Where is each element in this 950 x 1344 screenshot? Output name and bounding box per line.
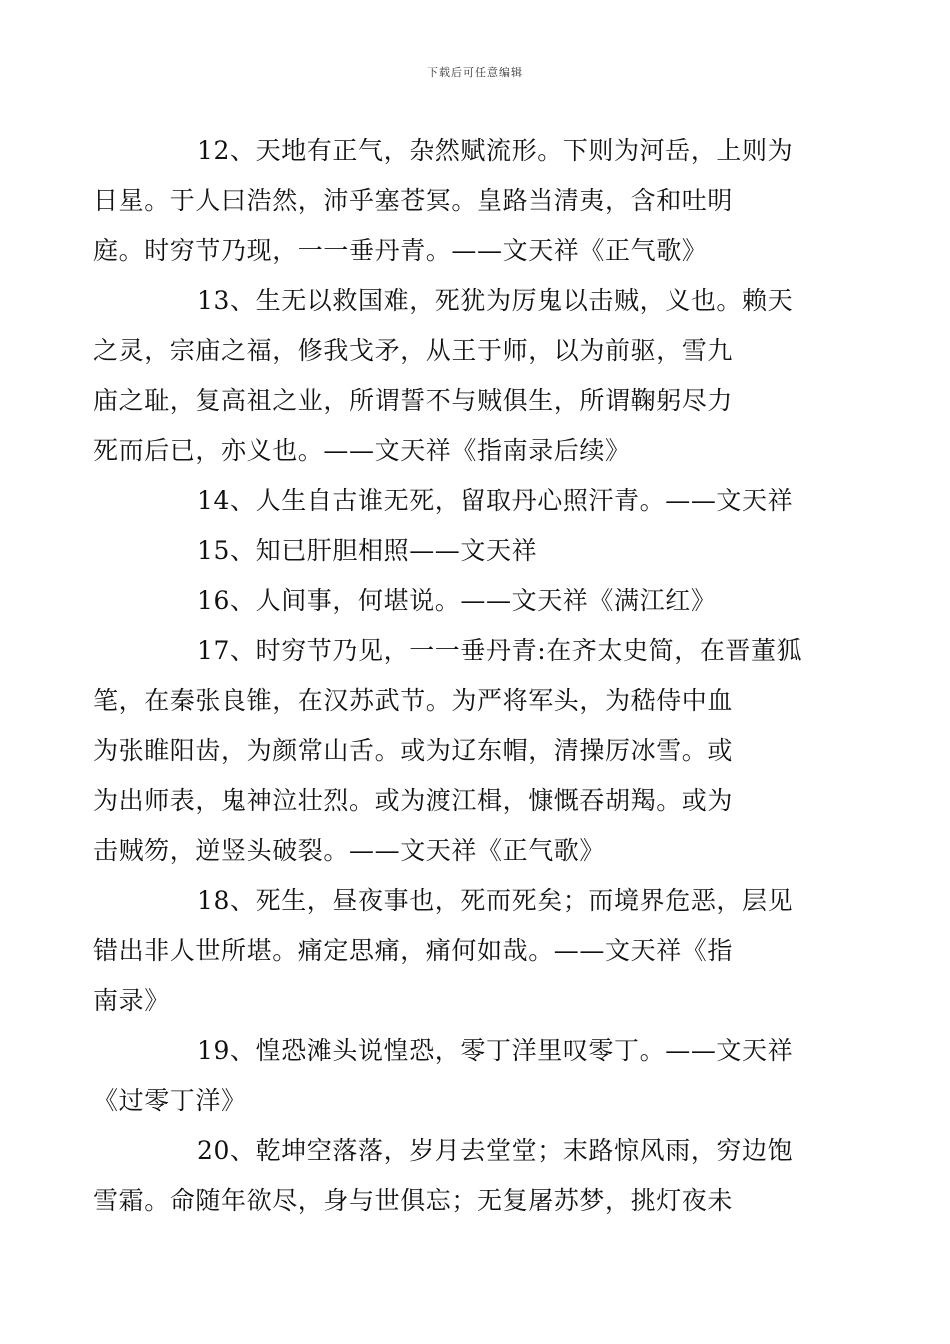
text-line: 击贼笏，逆竖头破裂。——文天祥《正气歌》 (93, 836, 606, 865)
text-line: 13、生无以救国难，死犹为厉鬼以击贼，义也。赖天 (197, 286, 794, 315)
page-header: 下载后可任意编辑 (427, 66, 523, 79)
text-line: 雪霜。命随年欲尽，身与世俱忘；无复屠苏梦，挑灯夜未 (93, 1186, 734, 1215)
text-line: 12、天地有正气，杂然赋流形。下则为河岳，上则为 (197, 136, 794, 165)
document-body (93, 126, 807, 1226)
text-line: 死而后已，亦义也。——文天祥《指南录后续》 (93, 436, 631, 465)
text-line: 日星。于人曰浩然，沛乎塞苍冥。皇路当清夷，含和吐明 (93, 186, 734, 215)
text-line: 16、人间事，何堪说。——文天祥《满江红》 (197, 586, 717, 615)
text-line: 庭。时穷节乃现，一一垂丹青。——文天祥《正气歌》 (93, 236, 708, 265)
quote-paragraph-20 (93, 1126, 807, 1226)
text-line: 笔，在秦张良锥，在汉苏武节。为严将军头，为嵇侍中血 (93, 686, 734, 715)
quote-paragraph-12 (93, 126, 807, 276)
text-line: 为出师表，鬼神泣壮烈。或为渡江楫，慷慨吞胡羯。或为 (93, 786, 734, 815)
text-line: 南录》 (93, 986, 170, 1015)
quote-paragraph-17 (93, 626, 807, 876)
text-line: 18、死生，昼夜事也，死而死矣；而境界危恶，层见 (197, 886, 794, 915)
text-line: 20、乾坤空落落，岁月去堂堂；末路惊风雨，穷边饱 (197, 1136, 794, 1165)
quote-paragraph-16 (145, 576, 807, 626)
quote-paragraph-19 (93, 1026, 807, 1126)
text-line: 为张睢阳齿，为颜常山舌。或为辽东帽，清操厉冰雪。或 (93, 736, 734, 765)
text-line: 之灵，宗庙之福，修我戈矛，从王于师，以为前驱，雪九 (93, 336, 734, 365)
text-line: 错出非人世所堪。痛定思痛，痛何如哉。——文天祥《指 (93, 936, 734, 965)
text-line: 19、惶恐滩头说惶恐，零丁洋里叹零丁。——文天祥 (197, 1036, 794, 1065)
quote-paragraph-18 (93, 876, 807, 1026)
text-line: 《过零丁洋》 (93, 1086, 247, 1115)
quote-paragraph-13 (93, 276, 807, 476)
text-line: 17、时穷节乃见，一一垂丹青:在齐太史简，在晋董狐 (197, 636, 803, 665)
text-line: 14、人生自古谁无死，留取丹心照汗青。——文天祥 (197, 486, 794, 515)
quote-paragraph-14 (145, 476, 807, 526)
quote-paragraph-15 (145, 526, 807, 576)
text-line: 庙之耻，复高祖之业，所谓誓不与贼俱生，所谓鞠躬尽力 (93, 386, 734, 415)
text-line: 15、知已肝胆相照——文天祥 (197, 536, 538, 565)
